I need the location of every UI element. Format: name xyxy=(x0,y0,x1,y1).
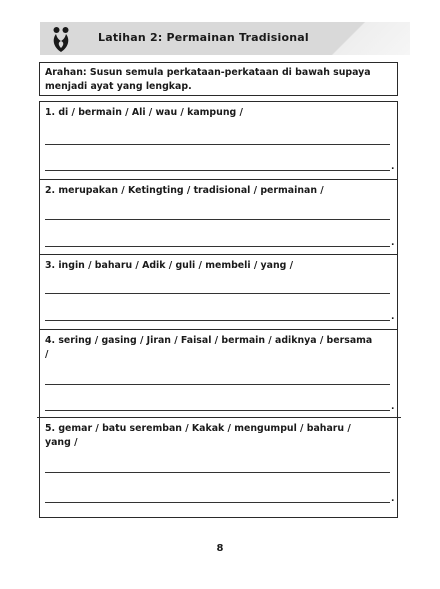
answer-line-1b[interactable] xyxy=(45,170,390,171)
answer-line-5a[interactable] xyxy=(45,472,390,473)
question-3 xyxy=(40,255,397,330)
questions-box xyxy=(39,101,398,518)
question-1 xyxy=(40,102,397,179)
question-4-text: 4. sering / gasing / Jiran / Faisal / bermain / adiknya / bersama / xyxy=(45,335,373,360)
question-5-text: 5. gemar / batu seremban / Kakak / mengumpul / baharu / yang / xyxy=(45,423,351,448)
answer-line-3a[interactable] xyxy=(45,293,390,294)
question-3-text: 3. ingin / baharu / Adik / guli / membeli / yang / xyxy=(45,260,294,271)
line-end-mark: . xyxy=(391,494,395,504)
answer-line-2b[interactable] xyxy=(45,246,390,247)
answer-line-2a[interactable] xyxy=(45,219,390,220)
question-4 xyxy=(40,330,397,417)
answer-line-3b[interactable] xyxy=(45,320,390,321)
page-title: Latihan 2: Permainan Tradisional xyxy=(98,31,309,44)
line-end-mark: . xyxy=(391,162,395,172)
answer-line-5b[interactable] xyxy=(45,502,390,503)
question-5 xyxy=(40,418,397,517)
question-2 xyxy=(40,180,397,254)
line-end-mark: . xyxy=(391,312,395,322)
header-shade xyxy=(300,22,410,55)
question-2-text: 2. merupakan / Ketingting / tradisional / permainan / xyxy=(45,185,324,196)
logo-icon xyxy=(50,25,72,53)
answer-line-4b[interactable] xyxy=(45,410,390,411)
answer-line-1a[interactable] xyxy=(45,144,390,145)
question-1-text: 1. di / bermain / Ali / wau / kampung / xyxy=(45,107,243,118)
answer-line-4a[interactable] xyxy=(45,384,390,385)
line-end-mark: . xyxy=(391,402,395,412)
line-end-mark: . xyxy=(391,238,395,248)
instruction-box xyxy=(39,62,398,96)
page-number: 8 xyxy=(216,543,224,554)
instruction-text: Arahan: Susun semula perkataan-perkataan di bawah supaya menjadi ayat yang lengkap. xyxy=(45,67,371,92)
